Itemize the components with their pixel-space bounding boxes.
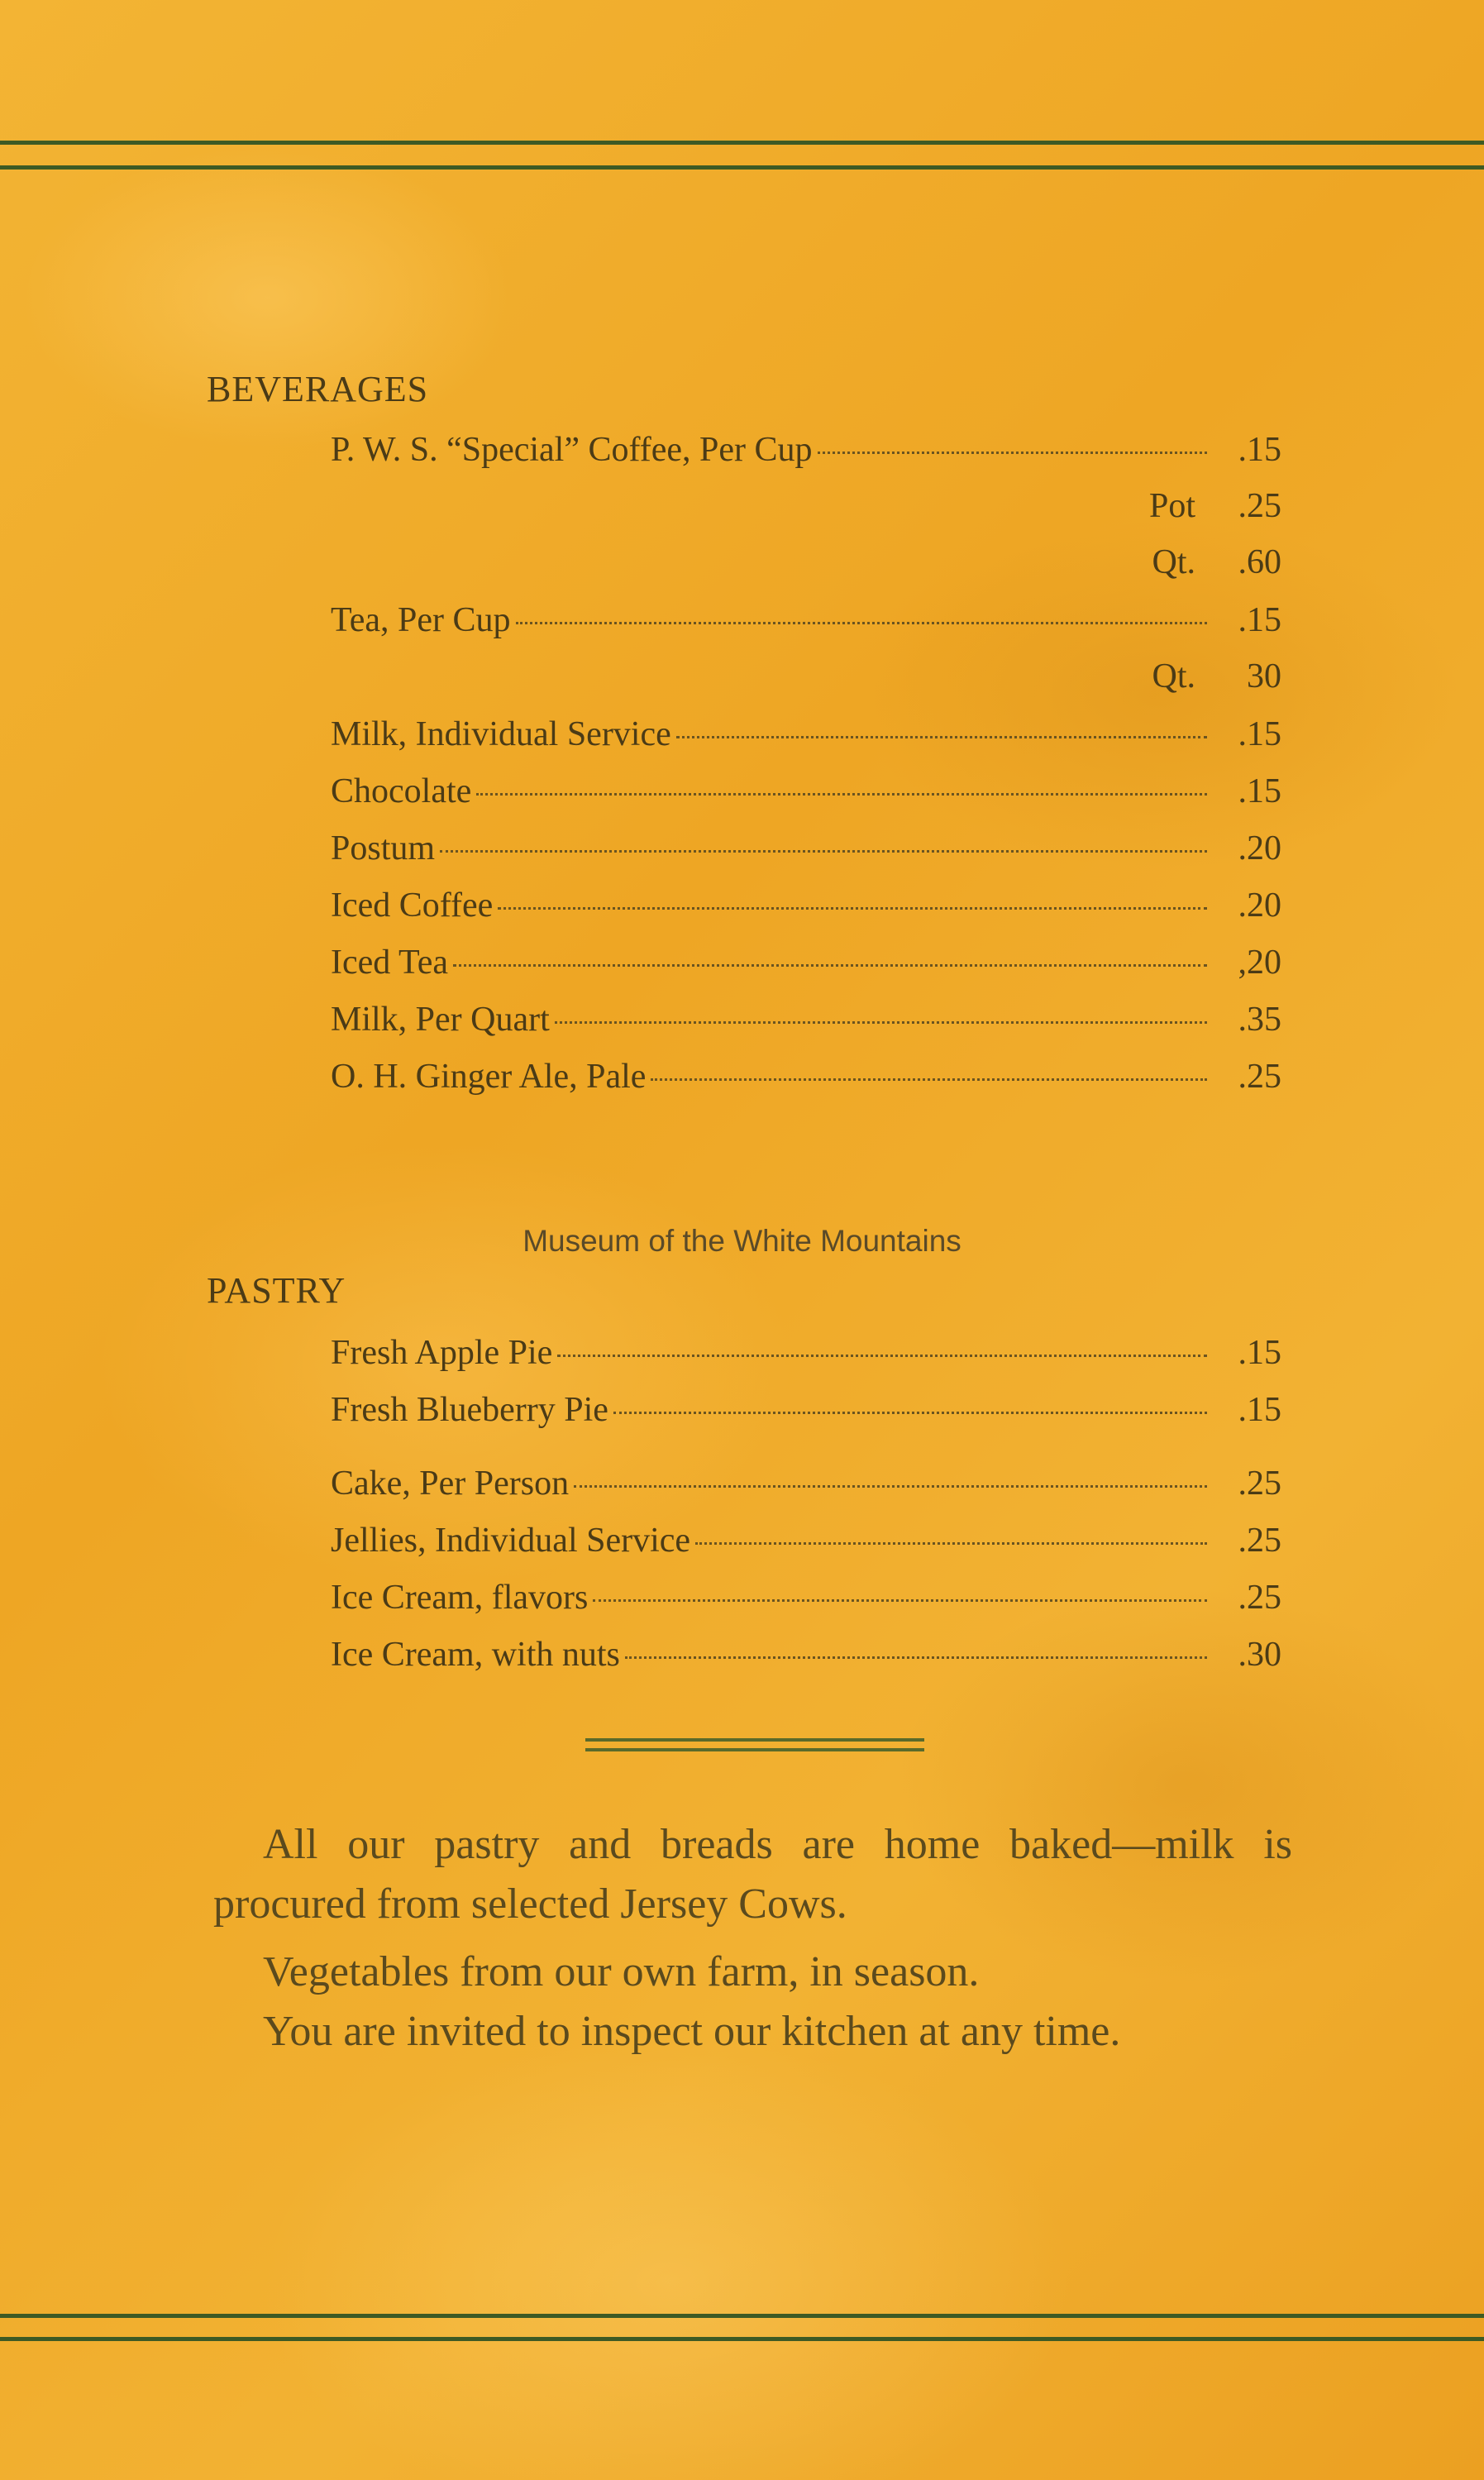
item-price: .25 [1238,1522,1281,1560]
size-label: Qt. [1152,543,1195,581]
bottom-rule-upper [0,2314,1484,2318]
note-home-baked: All our pastry and breads are home baked—milk is procured from selected Jersey Cows. [213,1821,1292,1928]
menu-item-postum [331,829,1281,875]
section-divider-upper [585,1738,924,1742]
item-name: Iced Coffee [331,886,494,925]
menu-item-iced-tea [331,943,1281,989]
menu-item-ice-cream-flavors [331,1578,1281,1624]
item-price: .25 [1238,1058,1281,1096]
top-rule-upper [0,141,1484,145]
item-name: Milk, Individual Service [331,715,671,753]
item-price: .25 [1238,1579,1281,1617]
item-name: Ice Cream, flavors [331,1579,589,1617]
top-rule-lower [0,165,1484,170]
size-label: Qt. [1152,657,1195,695]
size-price: .60 [1238,543,1281,581]
dot-leader [453,964,1207,967]
item-name: Ice Cream, with nuts [331,1636,620,1674]
size-price: .25 [1238,487,1281,525]
dot-leader [498,907,1207,910]
item-name: Cake, Per Person [331,1465,570,1503]
coffee-size-quart [331,542,1281,589]
watermark: Museum of the White Mountains [523,1224,961,1258]
dot-leader [593,1599,1207,1602]
item-price: .15 [1238,1334,1281,1372]
item-price: ,20 [1238,944,1281,982]
item-price: .35 [1238,1001,1281,1039]
dot-leader [574,1485,1207,1488]
dot-leader [557,1355,1207,1357]
menu-item-jellies [331,1521,1281,1567]
menu-item-apple-pie [331,1333,1281,1379]
item-price: .15 [1238,431,1281,469]
dot-leader [476,793,1207,796]
size-price: 30 [1247,657,1281,695]
dot-leader [695,1542,1207,1545]
item-name: Tea, Per Cup [331,601,511,639]
dot-leader [440,850,1207,853]
item-price: .15 [1238,1391,1281,1429]
dot-leader [676,736,1207,738]
item-price: .15 [1238,772,1281,810]
menu-item-ice-cream-nuts [331,1635,1281,1681]
menu-item-tea [331,600,1281,647]
item-name: Fresh Blueberry Pie [331,1391,608,1429]
item-name: Postum [331,829,436,867]
item-price: .15 [1238,601,1281,639]
dot-leader [613,1412,1207,1414]
menu-item-ginger-ale [331,1057,1281,1103]
menu-item-milk-individual [331,714,1281,761]
dot-leader [625,1656,1207,1659]
dot-leader [516,622,1207,624]
item-name: Jellies, Individual Service [331,1522,691,1560]
menu-notes [213,1815,1292,2062]
item-name: Fresh Apple Pie [331,1334,553,1372]
dot-leader [651,1078,1207,1081]
item-name: Iced Tea [331,944,449,982]
coffee-size-pot [331,486,1281,533]
item-price: .20 [1238,886,1281,925]
item-price: .15 [1238,715,1281,753]
menu-item-blueberry-pie [331,1390,1281,1436]
menu-item-cake [331,1464,1281,1510]
note-vegetables: Vegetables from our own farm, in season. [263,1948,980,1995]
menu-item-chocolate [331,772,1281,818]
tea-size-quart [331,657,1281,703]
item-price: .20 [1238,829,1281,867]
dot-leader [555,1021,1207,1024]
item-price: .25 [1238,1465,1281,1503]
menu-item-iced-coffee [331,886,1281,932]
item-name: P. W. S. “Special” Coffee, Per Cup [331,431,813,469]
section-divider-lower [585,1748,924,1751]
pastry-heading: PASTRY [207,1270,346,1311]
dot-leader [818,452,1207,454]
note-kitchen: You are invited to inspect our kitchen at any time. [263,2008,1121,2055]
menu-item-coffee [331,430,1281,476]
item-name: O. H. Ginger Ale, Pale [331,1058,647,1096]
beverages-heading: BEVERAGES [207,369,429,409]
menu-item-milk-quart [331,1000,1281,1046]
size-label: Pot [1148,487,1195,525]
bottom-rule-lower [0,2337,1484,2341]
item-name: Chocolate [331,772,472,810]
item-price: .30 [1238,1636,1281,1674]
item-name: Milk, Per Quart [331,1001,550,1039]
